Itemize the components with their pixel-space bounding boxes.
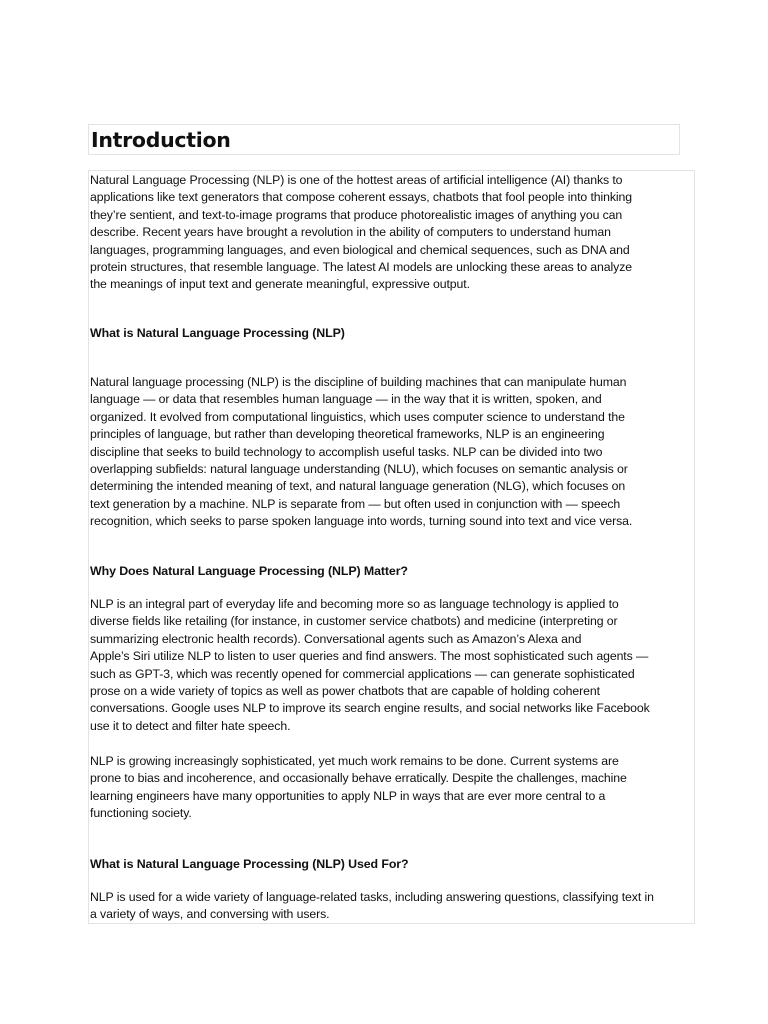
text-line: recognition, which seeks to parse spoken language into words, turning sound into text and vice versa. (90, 514, 633, 529)
text-line: NLP is used for a wide variety of language-related tasks, including answering questions, classifying text in (90, 890, 654, 904)
text-line: Natural Language Processing (NLP) is one of the hottest areas of artificial intelligence (AI) thanks to (90, 173, 623, 187)
definition-paragraph (90, 374, 688, 531)
text-line: determining the intended meaning of text, and natural language generation (NLG), which focuses on (90, 479, 626, 494)
text-line: use it to detect and filter hate speech. (90, 718, 291, 733)
text-line: applications like text generators that compose coherent essays, chatbots that fool people into thinking (90, 190, 633, 205)
text-line: text generation by a machine. NLP is separate from — but often used in conjunction with — speech (90, 496, 621, 511)
importance-paragraph (90, 596, 688, 735)
text-line: NLP is an integral part of everyday life and becoming more so as language technology is applied to (90, 597, 619, 611)
text-line: overlapping subfields: natural language understanding (NLU), which focuses on semantic analysis or (90, 462, 628, 477)
text-line: learning engineers have many opportunities to apply NLP in ways that are ever more central to a (90, 788, 606, 803)
text-line: Apple’s Siri utilize NLP to listen to user queries and find answers. The most sophisticated such agents — (90, 649, 649, 664)
text-line: discipline that seeks to build technology to accomplish useful tasks. NLP can be divided into two (90, 444, 603, 459)
text-line: NLP is growing increasingly sophisticated, yet much work remains to be done. Current systems are (90, 754, 619, 768)
text-line: they’re sentient, and text-to-image programs that produce photorealistic images of anything you can (90, 207, 623, 222)
page-title: Introduction (91, 128, 231, 152)
heading-text: What is Natural Language Processing (NLP) Used For? (90, 857, 409, 871)
text-line: principles of language, but rather than developing theoretical frameworks, NLP is an engineering (90, 427, 605, 442)
challenges-paragraph (90, 753, 688, 823)
text-line: language — or data that resembles human language — in the way that it is written, spoken, and (90, 392, 602, 407)
heading-text: What is Natural Language Processing (NLP) (90, 326, 345, 340)
section-heading-nlp-uses (90, 856, 688, 873)
text-line: prose on a wide variety of topics as well as power chatbots that are capable of holding coherent (90, 684, 600, 699)
text-line: describe. Recent years have brought a revolution in the ability of computers to understand human (90, 225, 611, 240)
text-line: diverse fields like retailing (for instance, in customer service chatbots) and medicine (interpreting or (90, 614, 618, 629)
text-line: a variety of ways, and conversing with users. (90, 907, 330, 922)
text-line: the meanings of input text and generate meaningful, expressive output. (90, 277, 470, 292)
text-line: protein structures, that resemble language. The latest AI models are unlocking these areas to analyze (90, 260, 632, 275)
section-heading-what-is-nlp (90, 325, 688, 342)
intro-paragraph (90, 172, 688, 294)
section-heading-why-nlp-matters (90, 563, 688, 580)
text-line: organized. It evolved from computational linguistics, which uses computer science to understand the (90, 409, 625, 424)
text-line: such as GPT-3, which was recently opened for commercial applications — can generate sophisticated (90, 666, 635, 681)
heading-text: Why Does Natural Language Processing (NLP) Matter? (90, 564, 408, 578)
uses-paragraph (90, 889, 688, 924)
text-line: languages, programming languages, and even biological and chemical sequences, such as DNA and (90, 242, 630, 257)
text-line: prone to bias and incoherence, and occasionally behave erratically. Despite the challenges, machine (90, 771, 627, 786)
text-line: summarizing electronic health records). Conversational agents such as Amazon’s Alexa and (90, 631, 582, 646)
text-line: Natural language processing (NLP) is the discipline of building machines that can manipulate human (90, 375, 627, 389)
text-line: conversations. Google uses NLP to improve its search engine results, and social networks like Facebook (90, 701, 650, 716)
title-frame (88, 124, 680, 155)
text-line: functioning society. (90, 806, 192, 821)
